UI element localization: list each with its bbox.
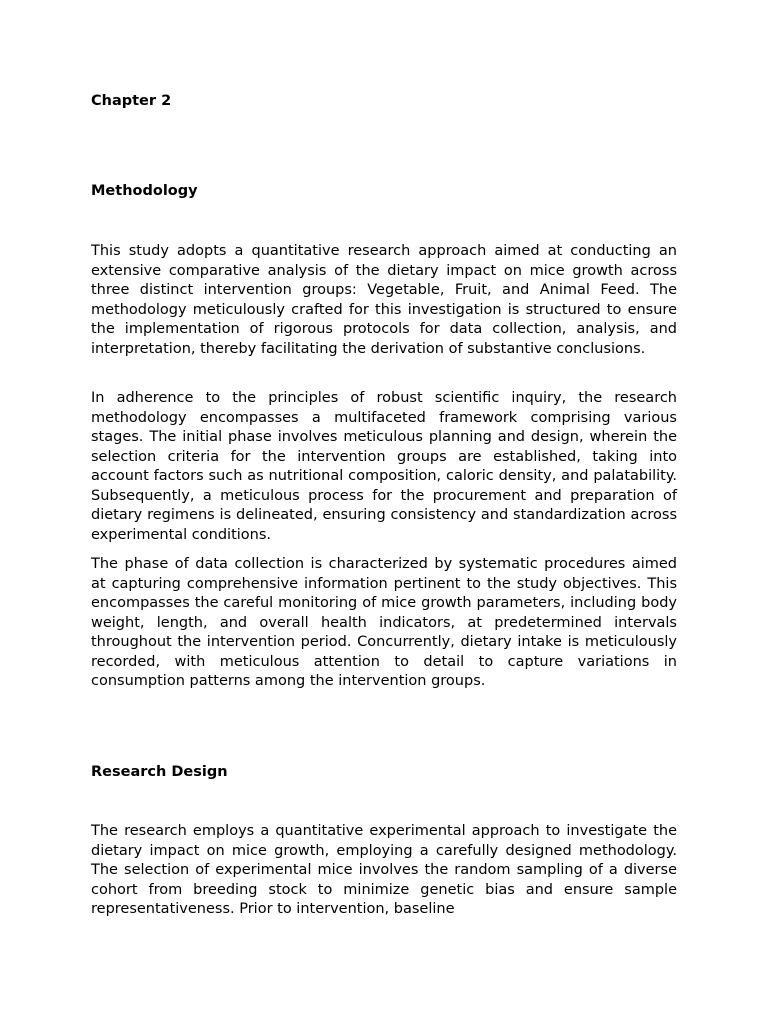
methodology-paragraph-3: The phase of data collection is characterized by systematic procedures aimed at capturing comprehensive information pertinent to the study objectives. This encompasses the careful monitoring of mice growth parameters, including body weight, length, and overall health indicators, at predetermined intervals throughout the intervention period. Concurrently, dietary intake is meticulously recorded, with meticulous attention to detail to capture variations in consumption patterns among the intervention groups. xyxy=(91,556,677,689)
chapter-title: Chapter 2 xyxy=(91,93,172,109)
methodology-paragraph-2: In adherence to the principles of robust scientific inquiry, the research methodology encompasses a multifaceted framework comprising various stages. The initial phase involves meticulous planning and design, wherein the selection criteria for the intervention groups are established, taking into account factors such as nutritional composition, caloric density, and palatability. Subsequently, a meticulous process for the procurement and preparation of dietary regimens is delineated, ensuring consistency and standardization across experimental conditions. xyxy=(91,390,677,543)
subsection-title-research-design: Research Design xyxy=(91,764,228,780)
research-design-paragraph: The research employs a quantitative experimental approach to investigate the dietary impact on mice growth, employing a carefully designed methodology. The selection of experimental mice involves the random sampling of a diverse cohort from breeding stock to minimize genetic bias and ensure sample representativeness. Prior to intervention, baseline xyxy=(91,823,677,917)
methodology-paragraph-1: This study adopts a quantitative research approach aimed at conducting an extensive comparative analysis of the dietary impact on mice growth across three distinct intervention groups: Vegetable, Fruit, and Animal Feed. The methodology meticulously crafted for this investigation is structured to ensure the implementation of rigorous protocols for data collection, analysis, and interpretation, thereby facilitating the derivation of substantive conclusions. xyxy=(91,243,677,357)
section-title-methodology: Methodology xyxy=(91,183,198,199)
